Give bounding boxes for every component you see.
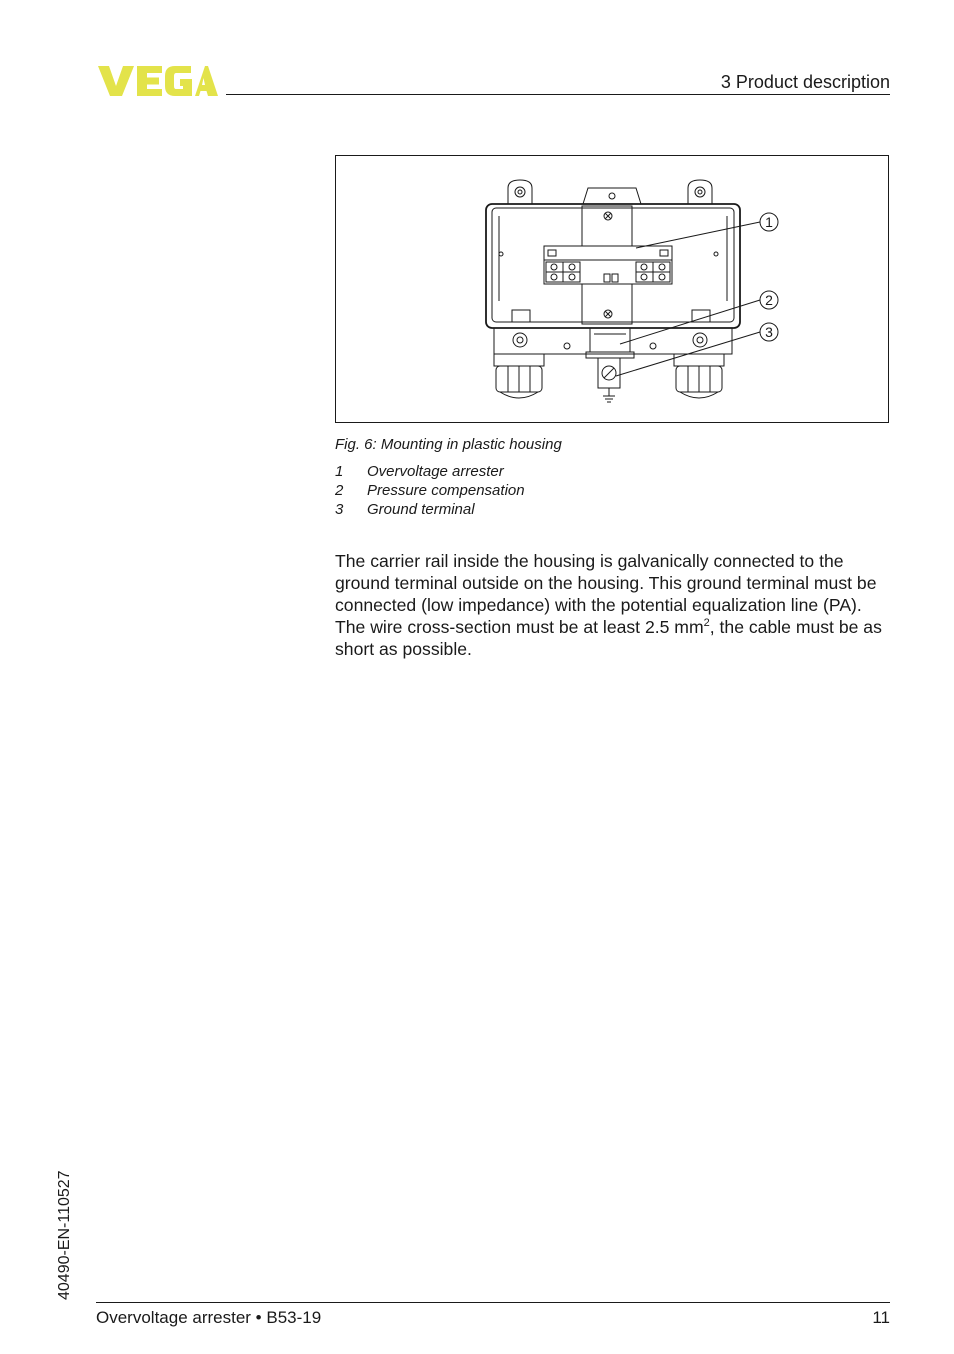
housing-drawing — [336, 156, 890, 424]
body-text-part2: , the cable must be as short as possible. — [335, 617, 882, 659]
document-code: 40490-EN-110527 — [56, 1170, 73, 1300]
figure-legend — [335, 462, 525, 519]
section-title: 3 Product description — [720, 72, 890, 92]
callout-1: 1 — [765, 214, 773, 230]
callout-2: 2 — [765, 292, 773, 308]
legend-number: 1 — [335, 463, 344, 480]
footer-rule — [96, 1302, 890, 1303]
legend-item — [335, 500, 525, 519]
callout-3: 3 — [765, 324, 773, 340]
figure-caption: Fig. 6: Mounting in plastic housing — [335, 436, 562, 453]
header-rule — [226, 94, 890, 95]
legend-item — [335, 481, 525, 500]
figure-frame — [335, 155, 889, 423]
body-paragraph — [335, 550, 895, 660]
legend-item — [335, 462, 525, 481]
vega-logo — [96, 64, 220, 98]
body-text-part1: The carrier rail inside the housing is galvanically connected to the ground terminal outside on the housing. This ground terminal must be connected (low impedance) with the potential equalization line (PA). The wire cross-section must be at least 2.5 mm — [335, 551, 877, 637]
legend-label: Ground terminal — [367, 501, 475, 518]
legend-number: 2 — [335, 482, 344, 499]
page-number: 11 — [872, 1308, 890, 1327]
legend-label: Pressure compensation — [367, 482, 525, 499]
footer-doc-title: Overvoltage arrester • B53-19 — [96, 1308, 322, 1327]
legend-label: Overvoltage arrester — [367, 463, 504, 480]
body-superscript: 2 — [703, 617, 710, 630]
legend-number: 3 — [335, 501, 344, 518]
